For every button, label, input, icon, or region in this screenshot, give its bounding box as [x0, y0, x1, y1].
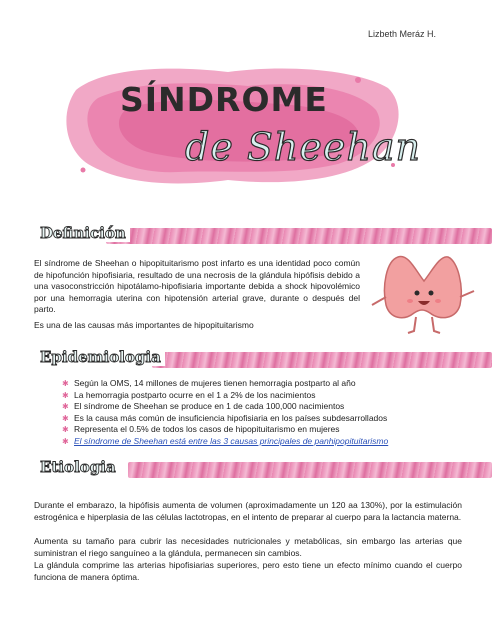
section-band-definicion [106, 228, 492, 244]
definicion-paragraph: El síndrome de Sheehan o hipopituitarismo post infarto es una identidad poco común de hipofunción hipofisiaria, resultado de una necrosis de la glándula hipófisis debido a una vasoconstricción hipotálamo-hipofisiaria importante debida a shock hipovolémico por una hemorragia uterina con hipotensión arterial grave, durante o después del parto. [34, 258, 360, 315]
bullet-icon: ✱ [62, 425, 69, 434]
list-item: ✱ Según la OMS, 14 millones de mujeres tienen hemorragia postparto al año [62, 378, 356, 388]
heading-etiologia: Etiologia [40, 458, 120, 476]
bullet-icon: ✱ [62, 436, 69, 446]
title-line-2: de Sheehan [185, 125, 421, 169]
bullet-icon: ✱ [62, 402, 69, 411]
section-band-epidemiologia [152, 352, 492, 368]
bullet-icon: ✱ [62, 413, 69, 423]
heading-definicion: Definición [40, 224, 130, 242]
etiologia-paragraph-2: Aumenta su tamaño para cubrir las necesidades nutricionales y metabólicas, sin embargo las arterias que suministran el riego sanguíneo a la glándula, permanecen sin cambios. [34, 536, 462, 558]
bullet-icon: ✱ [62, 390, 69, 400]
section-band-etiologia [128, 462, 492, 478]
list-item: ✱ Representa el 0.5% de todos los casos de hipopituitarismo en mujeres [62, 424, 340, 434]
title-line-1: SÍNDROME [120, 80, 328, 119]
list-item: ✱ El síndrome de Sheehan se produce en 1 de cada 100,000 nacimientos [62, 401, 345, 411]
thyroid-gland-icon [368, 247, 480, 339]
etiologia-paragraph-3: La glándula comprime las arterias hipofisiarias superiores, pero esto tiene un efecto mínimo cuando el cuerpo funciona de manera óptima. [34, 560, 462, 582]
panhipopituitarismo-link[interactable]: El síndrome de Sheehan está entre las 3 causas principales de panhipopituitarismo [74, 435, 389, 446]
etiologia-paragraph-1: Durante el embarazo, la hipófisis aumenta de volumen (aproximadamente un 120 aa 130%), por la estimulación estrogénica e hiperplasia de las células lactotropas, en el intento de preparar al cuerpo para la lactancia materna. [34, 500, 462, 522]
bullet-icon: ✱ [62, 379, 69, 388]
author-name: Lizbeth Meráz H. [368, 29, 437, 39]
list-item: ✱ Es la causa más común de insuficiencia hipofisiaria en los países subdesarrollados [62, 412, 388, 423]
heading-epidemiologia: Epidemiologia [40, 348, 165, 366]
definicion-paragraph-2: Es una de las causas más importantes de hipopituitarismo [34, 320, 254, 330]
list-item [60, 436, 460, 448]
list-item: ✱ La hemorragia postparto ocurre en el 1 a 2% de los nacimientos [62, 389, 316, 400]
epidemiologia-list [60, 378, 460, 447]
